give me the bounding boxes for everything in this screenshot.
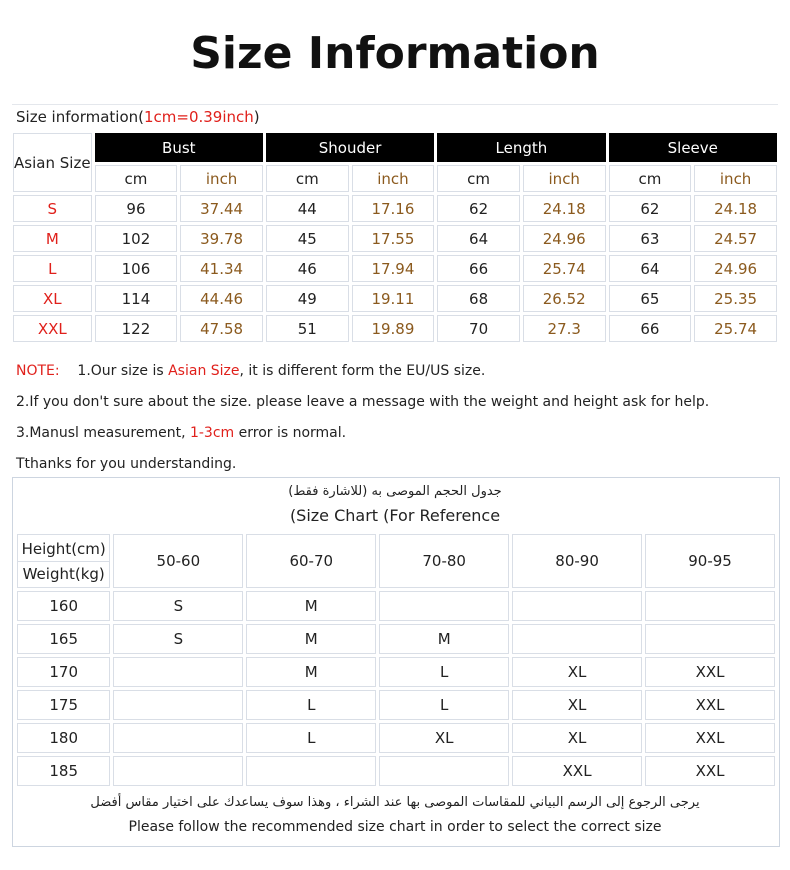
table-row: [17, 657, 775, 687]
recommend-footer-arabic: يرجى الرجوع إلى الرسم البياني للمقاسات الموصى بها عند الشراء ، وهذا سوف يساعدك على اختيار مقاس أفضل: [90, 795, 700, 810]
table-row: [17, 756, 775, 786]
size-cell: [379, 591, 509, 621]
bust-inch: 41.34: [180, 255, 263, 282]
size-label: M: [13, 225, 92, 252]
size-cell: M: [379, 624, 509, 654]
size-cell: [379, 756, 509, 786]
shoulder-cm: 46: [266, 255, 349, 282]
shoulder-inch: 17.55: [352, 225, 435, 252]
length-inch: 24.18: [523, 195, 606, 222]
note-line-2: 2.If you don't sure about the size. please leave a message with the weight and height ask for help.: [16, 394, 710, 410]
note-line-1: [16, 356, 776, 387]
weight-range: 50-60: [113, 534, 243, 588]
sleeve-cm: 66: [609, 315, 692, 342]
unit-row: [13, 165, 777, 192]
sleeve-cm: 63: [609, 225, 692, 252]
weight-label: Weight(kg): [22, 564, 105, 583]
length-cm: 62: [437, 195, 520, 222]
table-row: [17, 723, 775, 753]
height-weight-header: [17, 534, 110, 588]
note-label: NOTE:: [16, 363, 60, 379]
height-value: 180: [17, 723, 110, 753]
size-cell: M: [246, 657, 376, 687]
shoulder-cm: 45: [266, 225, 349, 252]
bust-header: Bust: [95, 133, 263, 162]
bust-cm: 106: [95, 255, 178, 282]
size-cell: L: [379, 657, 509, 687]
table-row: [13, 195, 777, 222]
size-label: XXL: [13, 315, 92, 342]
bust-inch: 39.78: [180, 225, 263, 252]
size-cell: [113, 756, 243, 786]
size-cell: [113, 657, 243, 687]
size-caption: [16, 106, 260, 128]
size-cell: [113, 723, 243, 753]
bust-cm: 96: [95, 195, 178, 222]
length-inch: 25.74: [523, 255, 606, 282]
asian-size-header: Asian Size: [13, 133, 92, 192]
size-cell: [246, 756, 376, 786]
weight-range: 80-90: [512, 534, 642, 588]
shoulder-inch: 17.16: [352, 195, 435, 222]
height-label: Height(cm): [18, 537, 109, 562]
note-text: error is normal.: [234, 425, 347, 441]
bust-inch: 47.58: [180, 315, 263, 342]
length-cm: 68: [437, 285, 520, 312]
note-line-4: Tthanks for you understanding.: [16, 456, 237, 472]
shoulder-cm: 44: [266, 195, 349, 222]
sleeve-cm: 64: [609, 255, 692, 282]
size-cell: S: [113, 591, 243, 621]
size-cell: XXL: [512, 756, 642, 786]
size-cell: L: [379, 690, 509, 720]
sleeve-inch: 24.96: [694, 255, 777, 282]
sleeve-cm: 65: [609, 285, 692, 312]
unit-cm: cm: [609, 165, 692, 192]
note-text: 1.Our size is: [77, 363, 169, 379]
recommend-title-arabic: جدول الحجم الموصى به (للاشارة فقط): [288, 484, 502, 499]
shoulder-inch: 19.11: [352, 285, 435, 312]
size-table: [10, 130, 780, 345]
sleeve-header: Sleeve: [609, 133, 777, 162]
height-value: 160: [17, 591, 110, 621]
shoulder-inch: 19.89: [352, 315, 435, 342]
recommend-footer: Please follow the recommended size chart in order to select the correct size: [128, 819, 662, 835]
size-caption-suffix: ): [253, 108, 260, 126]
size-cell: XXL: [645, 657, 775, 687]
table-row: [17, 591, 775, 621]
recommend-title: (Size Chart (For Reference: [289, 506, 501, 525]
table-row: [13, 225, 777, 252]
length-cm: 70: [437, 315, 520, 342]
recommend-table: [14, 531, 778, 789]
unit-inch: inch: [694, 165, 777, 192]
note-highlight: Asian Size: [168, 363, 240, 379]
size-label: L: [13, 255, 92, 282]
size-cell: [645, 624, 775, 654]
length-cm: 64: [437, 225, 520, 252]
height-value: 165: [17, 624, 110, 654]
length-cm: 66: [437, 255, 520, 282]
sleeve-inch: 25.35: [694, 285, 777, 312]
bust-cm: 102: [95, 225, 178, 252]
size-cell: XL: [512, 690, 642, 720]
length-inch: 26.52: [523, 285, 606, 312]
height-value: 185: [17, 756, 110, 786]
size-cell: XL: [379, 723, 509, 753]
table-row: [13, 315, 777, 342]
height-value: 170: [17, 657, 110, 687]
bust-cm: 114: [95, 285, 178, 312]
size-caption-prefix: Size information(: [16, 108, 144, 126]
size-cell: [113, 690, 243, 720]
size-cell: XL: [512, 723, 642, 753]
table-row: [17, 690, 775, 720]
note-highlight: 1-3cm: [189, 425, 235, 441]
size-cell: XXL: [645, 690, 775, 720]
size-label: XL: [13, 285, 92, 312]
table-row: [17, 624, 775, 654]
sleeve-inch: 24.18: [694, 195, 777, 222]
divider: [12, 104, 778, 105]
shoulder-cm: 49: [266, 285, 349, 312]
shoulder-cm: 51: [266, 315, 349, 342]
length-inch: 27.3: [523, 315, 606, 342]
bust-cm: 122: [95, 315, 178, 342]
unit-inch: inch: [523, 165, 606, 192]
bust-inch: 44.46: [180, 285, 263, 312]
unit-inch: inch: [352, 165, 435, 192]
size-cell: M: [246, 624, 376, 654]
size-cell: [512, 624, 642, 654]
shoulder-inch: 17.94: [352, 255, 435, 282]
size-cell: XL: [512, 657, 642, 687]
length-header: Length: [437, 133, 605, 162]
weight-range: 90-95: [645, 534, 775, 588]
size-cell: M: [246, 591, 376, 621]
weight-range: 70-80: [379, 534, 509, 588]
sleeve-inch: 25.74: [694, 315, 777, 342]
weight-range: 60-70: [246, 534, 376, 588]
length-inch: 24.96: [523, 225, 606, 252]
table-row: [13, 255, 777, 282]
sleeve-cm: 62: [609, 195, 692, 222]
unit-cm: cm: [266, 165, 349, 192]
sleeve-inch: 24.57: [694, 225, 777, 252]
notes: [16, 356, 776, 480]
height-value: 175: [17, 690, 110, 720]
conversion-note: 1cm=0.39inch: [143, 108, 254, 126]
shoulder-header: Shouder: [266, 133, 434, 162]
size-cell: [645, 591, 775, 621]
size-label: S: [13, 195, 92, 222]
bust-inch: 37.44: [180, 195, 263, 222]
page-title: Size Information: [190, 28, 600, 79]
size-cell: XXL: [645, 723, 775, 753]
unit-cm: cm: [437, 165, 520, 192]
size-cell: L: [246, 723, 376, 753]
size-cell: S: [113, 624, 243, 654]
note-text: , it is different form the EU/US size.: [239, 363, 486, 379]
size-cell: L: [246, 690, 376, 720]
table-row: [13, 285, 777, 312]
note-text: 3.Manusl measurement,: [16, 425, 190, 441]
size-cell: XXL: [645, 756, 775, 786]
note-line-3: [16, 418, 776, 449]
unit-cm: cm: [95, 165, 178, 192]
size-cell: [512, 591, 642, 621]
unit-inch: inch: [180, 165, 263, 192]
